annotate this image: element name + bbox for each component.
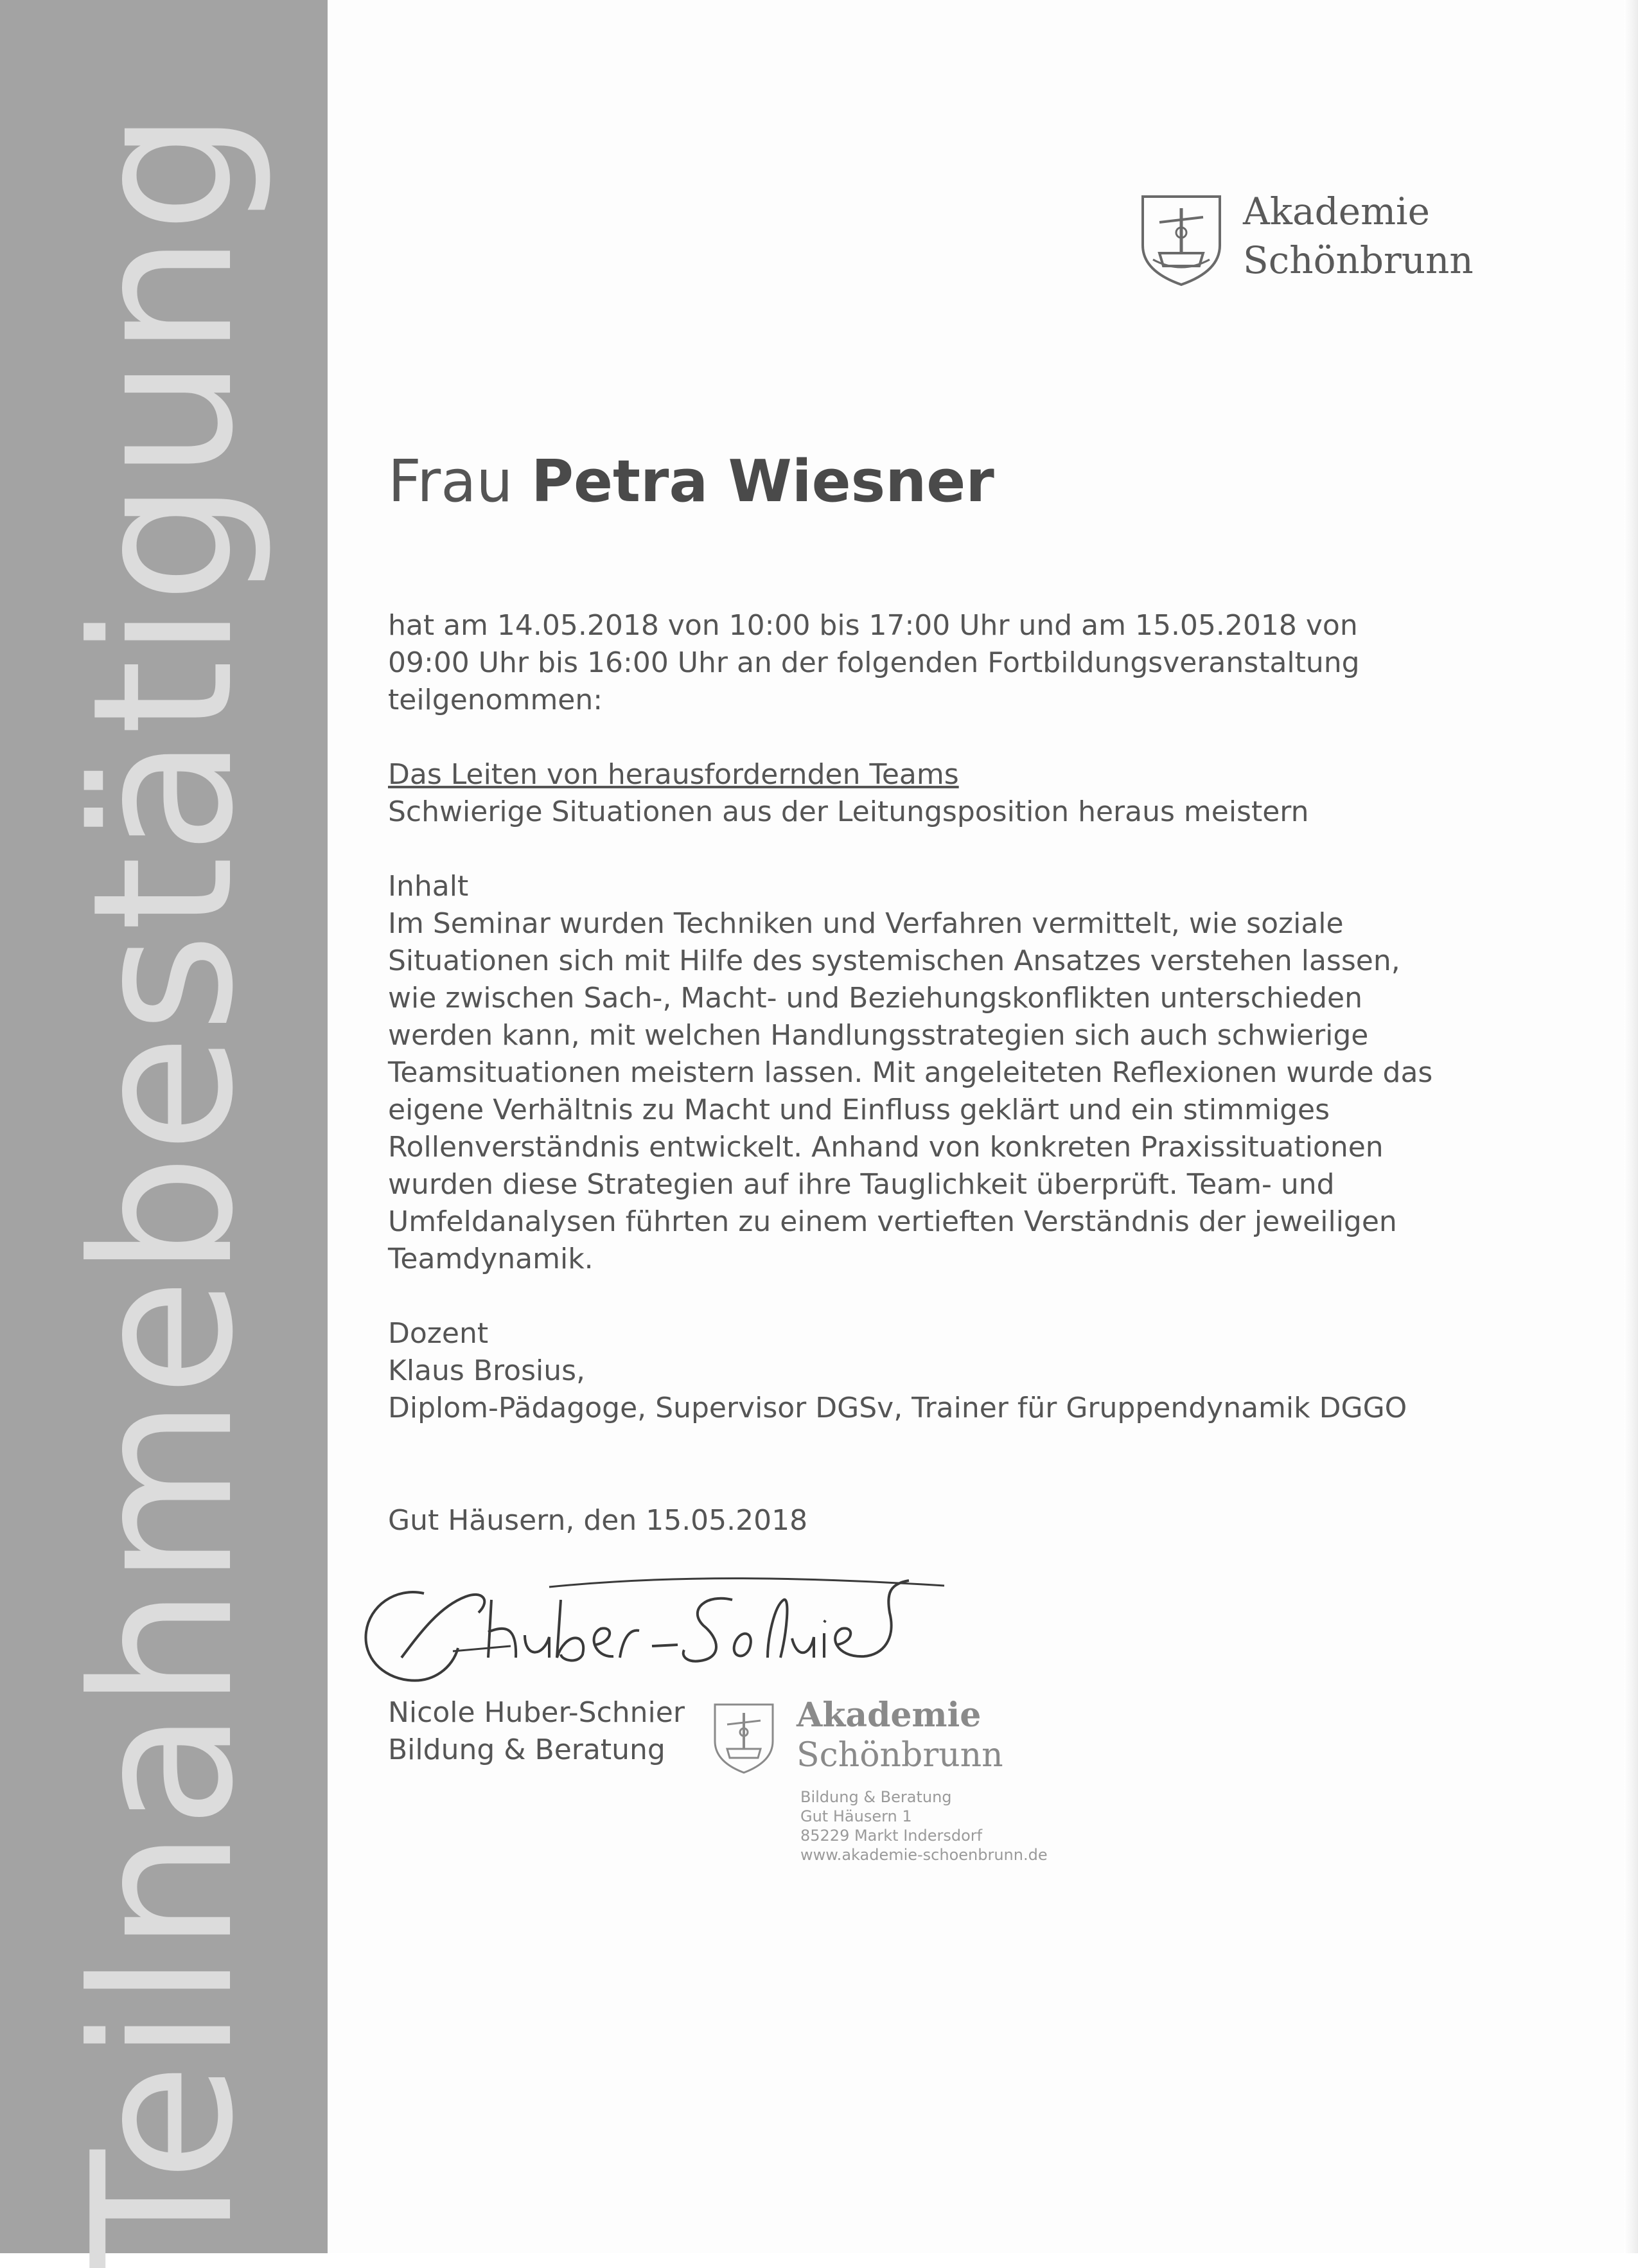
stamp-crest-icon [713,1703,775,1775]
logo-line-2: Schönbrunn [1243,238,1474,282]
paper-edge [1624,0,1638,2253]
content-line: eigene Verhältnis zu Macht und Einfluss geklärt und ein stimmiges [388,1094,1330,1126]
content-line: werden kann, mit welchen Handlungsstrategien sich auch schwierige [388,1019,1369,1052]
stamp-detail: Bildung & Beratung [800,1788,952,1806]
recipient [388,448,994,515]
intro-line: 09:00 Uhr bis 16:00 Uhr an der folgenden Fortbildungsveranstaltung [388,646,1360,679]
lecturer-heading: Dozent [388,1317,489,1350]
banner-title: Teilnahmebestätigung [51,109,276,2268]
academy-stamp [713,1696,1124,1883]
recipient-salutation: Frau [388,448,513,515]
content-line: wie zwischen Sach-, Macht- und Beziehungskonflikten unterschieden [388,982,1363,1014]
lecturer-credentials: Diplom-Pädagoge, Supervisor DGSv, Trainer für Gruppendynamik DGGO [388,1392,1407,1424]
stamp-detail: Gut Häusern 1 [800,1807,912,1825]
signer-role: Bildung & Beratung [388,1733,665,1766]
stamp-detail: 85229 Markt Indersdorf [800,1827,983,1845]
place-date: Gut Häusern, den 15.05.2018 [388,1504,808,1537]
content-line: Umfeldanalysen führten zu einem vertieften Verständnis der jeweiligen [388,1205,1397,1238]
content-line: Im Seminar wurden Techniken und Verfahren vermittelt, wie soziale [388,907,1344,940]
content-line: Rollenverständnis entwickelt. Anhand von konkreten Praxissituationen [388,1131,1384,1164]
content-line: wurden diese Strategien auf ihre Tauglichkeit überprüft. Team- und [388,1168,1335,1201]
stamp-detail: www.akademie-schoenbrunn.de [800,1846,1048,1864]
signer-name: Nicole Huber-Schnier [388,1696,685,1729]
logo-line-1: Akademie [1243,190,1430,233]
academy-logo [1140,190,1474,289]
intro-line: hat am 14.05.2018 von 10:00 bis 17:00 Uhr und am 15.05.2018 von [388,609,1358,642]
content-line: Situationen sich mit Hilfe des systemischen Ansatzes verstehen lassen, [388,944,1400,977]
content-line: Teamsituationen meistern lassen. Mit angeleiteten Reflexionen wurde das [388,1056,1433,1089]
side-banner [0,0,328,2268]
stamp-line-2: Schönbrunn [797,1736,1003,1775]
crest-icon [1140,194,1222,287]
handwritten-signature [357,1561,973,1709]
course-title: Das Leiten von herausfordernden Teams [388,758,959,791]
stamp-line-1: Akademie [797,1696,982,1735]
content-heading: Inhalt [388,870,469,903]
course-subtitle: Schwierige Situationen aus der Leitungsposition heraus meistern [388,795,1309,828]
recipient-name: Petra Wiesner [531,448,994,515]
intro-line: teilgenommen: [388,684,603,716]
lecturer-name: Klaus Brosius, [388,1354,586,1387]
content-line: Teamdynamik. [388,1243,594,1275]
